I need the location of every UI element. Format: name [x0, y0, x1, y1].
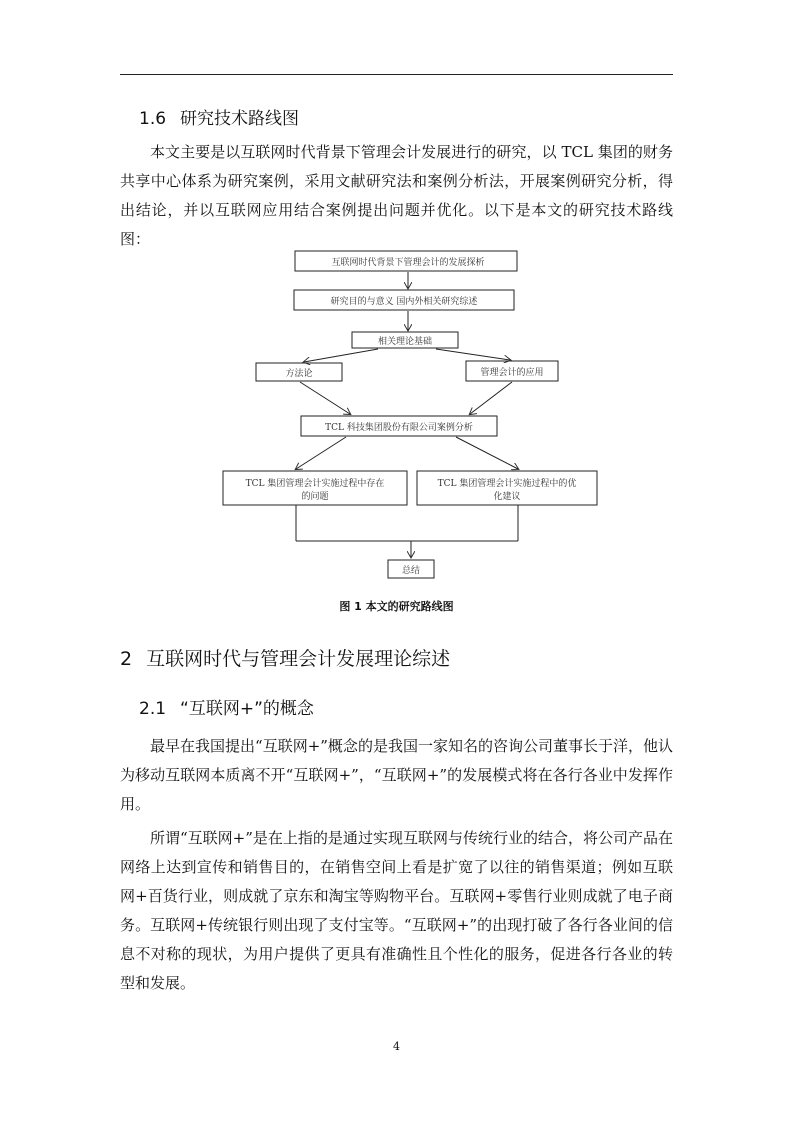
flow-text-8b: 化建议: [493, 492, 521, 502]
paragraph-2-1-b: 所谓“互联网+”是在上指的是通过实现互联网与传统行业的结合，将公司产品在网络上达到宣传和销售目的，在销售空间上看是扩宽了以往的销售渠道；例如互联网+百货行业，则成就了京东和淘宝等购物平台。互联网+零售行业则成就了电子商务。互联网+传统银行则出现了支付宝等。“互联网+”的出现打破了各行各业间的信息不对称的现状，为用户提供了更具有准确性且个性化的服务，促进各行各业的转型和发展。: [120, 829, 673, 992]
flow-text-7b: 的问题: [301, 492, 329, 502]
section-heading-2-1: [139, 694, 314, 719]
flow-text-8a: TCL 集团管理会计实施过程中的优: [437, 479, 577, 489]
chapter-number: 2: [120, 648, 133, 670]
flow-text-2: 研究目的与意义 国内外相关研究综述: [330, 297, 478, 307]
section-title: 研究技术路线图: [180, 109, 300, 129]
section-number: 1.6: [139, 109, 167, 129]
chapter-title: 互联网时代与管理会计发展理论综述: [146, 648, 451, 670]
flow-text-1: 互联网时代背景下管理会计的发展探析: [331, 258, 485, 268]
flow-text-4: 方法论: [285, 369, 313, 379]
page-number: 4: [393, 1040, 400, 1053]
flow-text-9: 总结: [401, 566, 421, 576]
flow-text-7a: TCL 集团管理会计实施过程中存在: [245, 479, 385, 489]
figure-caption: 图 1 本文的研究路线图: [339, 600, 454, 613]
flow-text-3: 相关理论基础: [377, 337, 433, 347]
section-title: “互联网+”的概念: [180, 699, 314, 719]
paragraph-2-1-a: 最早在我国提出“互联网+”概念的是我国一家知名的咨询公司董事长于洋，他认为移动互联网本质离不开“互联网+”，“互联网+”的发展模式将在各行各业中发挥作用。: [120, 737, 673, 813]
chapter-heading-2: [120, 644, 450, 671]
flow-text-5: 管理会计的应用: [480, 368, 544, 378]
intro-paragraph: 本文主要是以互联网时代背景下管理会计发展进行的研究，以 TCL 集团的财务共享中心体系为研究案例，采用文献研究法和案例分析法，开展案例研究分析，得出结论，并以互联网应用结合案例提出问题并优化。以下是本文的研究技术路线图：: [120, 143, 673, 248]
section-number: 2.1: [139, 699, 167, 719]
flow-text-6: TCL 科技集团股份有限公司案例分析: [325, 423, 473, 433]
